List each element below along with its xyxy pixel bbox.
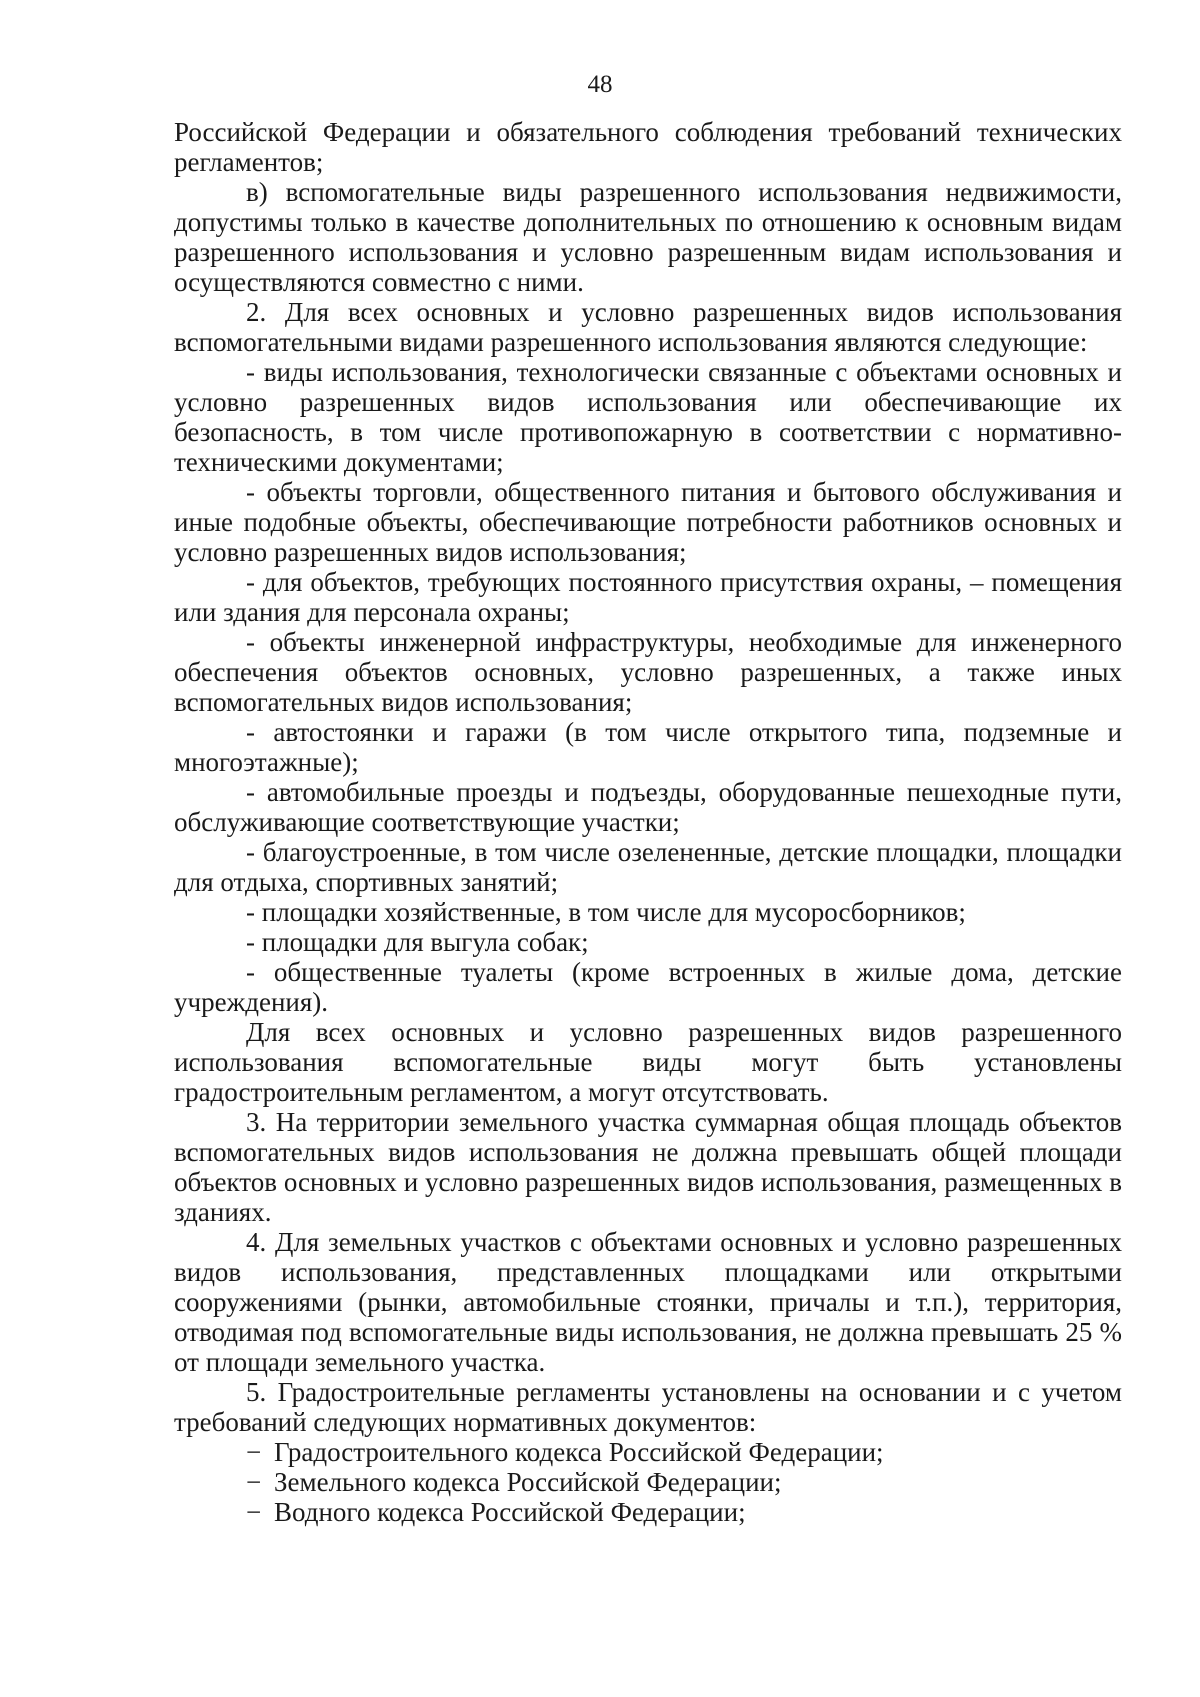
paragraph: - объекты торговли, общественного питания и бытового обслуживания и иные подобные объекты, обеспечивающие потребности работников основных и условно разрешенных видов использования; [174,477,1122,567]
paragraph: - для объектов, требующих постоянного присутствия охраны, – помещения или здания для персонала охраны; [174,567,1122,627]
list-bullet: − [246,1437,262,1467]
paragraph: - виды использования, технологически связанные с объектами основных и условно разрешенных видов использования или обеспечивающие их безопасность, в том числе противопожарную в соответствии с нормативно-техническими документами; [174,357,1122,477]
paragraph: - благоустроенные, в том числе озелененные, детские площадки, площадки для отдыха, спортивных занятий; [174,837,1122,897]
list-item [174,1437,1122,1467]
paragraph: в) вспомогательные виды разрешенного использования недвижимости, допустимы только в качестве дополнительных по отношению к основным видам разрешенного использования и условно разрешенным видам использования и осуществляются совместно с ними. [174,177,1122,297]
document-body [174,117,1122,1527]
list-item-text: Водного кодекса Российской Федерации; [274,1497,746,1527]
page-number: 48 [587,71,613,98]
paragraph: - площадки для выгула собак; [246,927,589,957]
list-bullet: − [246,1497,262,1527]
paragraph: 5. Градостроительные регламенты установлены на основании и с учетом требований следующих нормативных документов: [174,1377,1122,1437]
paragraph: 3. На территории земельного участка суммарная общая площадь объектов вспомогательных видов использования не должна превышать общей площади объектов основных и условно разрешенных видов использования, размещенных в зданиях. [174,1107,1122,1227]
list-item [174,1497,1122,1527]
paragraph: - площадки хозяйственные, в том числе для мусоросборников; [246,897,966,927]
list-item-text: Градостроительного кодекса Российской Федерации; [274,1437,884,1467]
paragraph: - автостоянки и гаражи (в том числе открытого типа, подземные и многоэтажные); [174,717,1122,777]
paragraph: Российской Федерации и обязательного соблюдения требований технических регламентов; [174,117,1122,177]
paragraph: 4. Для земельных участков с объектами основных и условно разрешенных видов использования, представленных площадками или открытыми сооружениями (рынки, автомобильные стоянки, причалы и т.п.), территория, отводимая под вспомогательные виды использования, не должна превышать 25 % от площади земельного участка. [174,1227,1122,1377]
paragraph: - общественные туалеты (кроме встроенных в жилые дома, детские учреждения). [174,957,1122,1017]
paragraph: 2. Для всех основных и условно разрешенных видов использования вспомогательными видами разрешенного использования являются следующие: [174,297,1122,357]
regulation-sources-list [174,1437,1122,1527]
list-item-text: Земельного кодекса Российской Федерации; [274,1467,782,1497]
list-item [174,1467,1122,1497]
paragraph: - объекты инженерной инфраструктуры, необходимые для инженерного обеспечения объектов основных, условно разрешенных, а также иных вспомогательных видов использования; [174,627,1122,717]
list-bullet: − [246,1467,262,1497]
paragraph: - автомобильные проезды и подъезды, оборудованные пешеходные пути, обслуживающие соответствующие участки; [174,777,1122,837]
paragraph: Для всех основных и условно разрешенных видов разрешенного использования вспомогательные виды могут быть установлены градостроительным регламентом, а могут отсутствовать. [174,1017,1122,1107]
